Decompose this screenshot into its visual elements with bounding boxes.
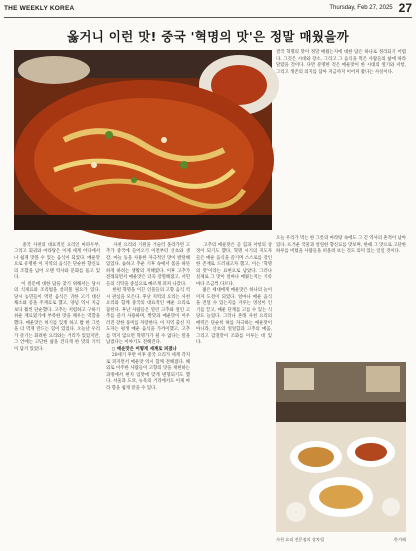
- article-col3: [196, 236, 272, 541]
- article-col2-bottom-text: 한편 혁명을 이끈 인물들의 고향 음식 역시 관심을 모은다. 후난 지역의 요리는 사천 요리와 함께 중국의 대표적인 매운 요리로 꼽힌다. 후난 사람들은 말린 고추와 절인 고추를 즐겨 사용하며, 짠맛과 매운맛이 어우러진 강한 풍미를 자랑한다. 이 지역 출신 지도자는 평생 매운 음식을 가까이했고, 고추를 먹지 않으면 혁명가가 될 수 없다는 말을 남겼다는 이야기도 전해진다.: [106, 288, 192, 345]
- masthead: THE WEEKLY KOREA: [4, 4, 75, 12]
- food-photo-bottom: [276, 362, 406, 532]
- mala-dish-image: [14, 50, 272, 230]
- article-col1-top-text: 중국 사천의 대표적인 요리인 마파두부, 그리고 훠궈와 마라탕은 이제 세계 어디에서나 쉽게 맛볼 수 있는 음식이 되었다. 매운맛으로 유명한 이 지역의 음식은 단순한 향신료의 조합을 넘어 오랜 역사와 문화를 품고 있다.: [14, 242, 102, 280]
- photo-credit: 한겨레: [393, 537, 406, 542]
- article-col2-top-text: 사천 요리의 기원을 거슬러 올라가면 고추가 중국에 들어오기 이전부터 산초와 생강, 마늘 등을 사용한 자극적인 맛이 발달해 있었다. 습하고 추운 기후 속에서 몸을 따뜻하게 하려는 생활의 지혜였다. 이후 고추가 전래되면서 매운맛은 더욱 강렬해졌고, 서민들의 식탁을 중심으로 빠르게 퍼져 나갔다.: [106, 242, 192, 287]
- article-headline: 옳거니 이런 맛! 중국 '혁명의 맛'은 정말 매웠을까: [67, 29, 349, 44]
- page-number: 27: [398, 1, 412, 15]
- article-col3-bottom-text: 젊은 세대에게 매운맛은 하나의 놀이이자 도전이 되었다. 얼마나 매운 음식을 견딜 수 있는지를 겨루는 영상이 인기를 끌고, 매운 단계를 고를 수 있는 식당도 늘었다. 그러나 본래 사천 요리의 매력은 단순히 혀를 자극하는 매운맛이 아니라, 산초의 얼얼함과 고추의 매움, 그리고 감칠맛이 조화를 이루는 데 있다.: [196, 288, 274, 345]
- food-photo-top: [14, 50, 272, 230]
- article-col1: [14, 236, 100, 541]
- page-header: [4, 0, 412, 16]
- header-rule: [4, 17, 412, 18]
- header-right: [329, 1, 412, 15]
- table-dishes-image: [276, 362, 406, 532]
- photo-caption: 사천 요리 전문점의 상차림: [276, 537, 324, 542]
- article-col2: [106, 236, 190, 541]
- issue-date: Thursday, Feb 27, 2025: [329, 5, 393, 11]
- article-col1-bottom-text: 이 질문에 대한 답을 찾기 위해서는 당시의 식재료와 조리법을 살펴볼 필요가 있다. 당시 농민들이 먹던 음식은 귀한 고기 대신 채소와 콩을 주재료로 했고, 양념 역시 지금보다 훨씬 단순했다. 고추는 저렴하고 구하기 쉬운 재료였기에 부족한 맛을 채우는 역할을 했다. 매운맛은 허기를 잊게 하고 밥 한 그릇을 더 먹게 만드는 힘이 있었다. 오늘날 우리가 즐기는 화려한 요리와는 거리가 있었지만, 그 안에는 고단한 삶을 견디게 한 맛의 기억이 담겨 있었다.: [14, 281, 102, 352]
- article-col2-bottom2-text: 20세기 후반 이후 중국 요리가 세계 각지로 퍼지면서 매운맛 역시 함께 전해졌다. 해외로 이주한 사람들이 고향의 맛을 재현하는 과정에서 현지 입맛에 맞게 변형되기도 했다. 서울과 도쿄, 뉴욕의 거리에서도 이제 마라 향을 쉽게 맡을 수 있다.: [106, 353, 192, 391]
- article-col3-top-text: 고추의 매운맛은 곧 힘과 저항의 상징이 되기도 했다. 혁명 시기의 지도자들은 매운 음식을 즐기며 스스로를 강인한 존재로 드러내고자 했고, 이는 '혁명의 맛'이라는 표현으로 남았다. 그러나 실제로 그 맛이 얼마나 매웠는지는 기록마다 조금씩 다르다.: [196, 242, 274, 287]
- article-col4-mid: 오늘 우리가 먹는 한 그릇의 마라탕 속에도 그 긴 역사의 흔적이 남아 있다. 뜨거운 국물과 얼얼한 향신료를 맛보며, 한때 그 맛으로 고단한 하루를 버텼을 사람들을 떠올려 보는 것도 의미 있는 일일 것이다.: [276, 236, 408, 254]
- article-col4-top: 결국 혁명의 맛이 정말 매웠는지에 대한 답은 하나로 정리되기 어렵다. 그것은 시대와 장소, 그리고 그 음식을 먹은 사람들의 삶에 따라 달랐을 것이다. 다만 분명한 것은 매운맛이 한 시대의 열기와 저항, 그리고 생존의 의지를 담아 지금까지 이어져 왔다는 사실이다.: [276, 50, 408, 75]
- article-subhead: ○ 매운맛은 어떻게 세계로 퍼졌나: [111, 346, 177, 352]
